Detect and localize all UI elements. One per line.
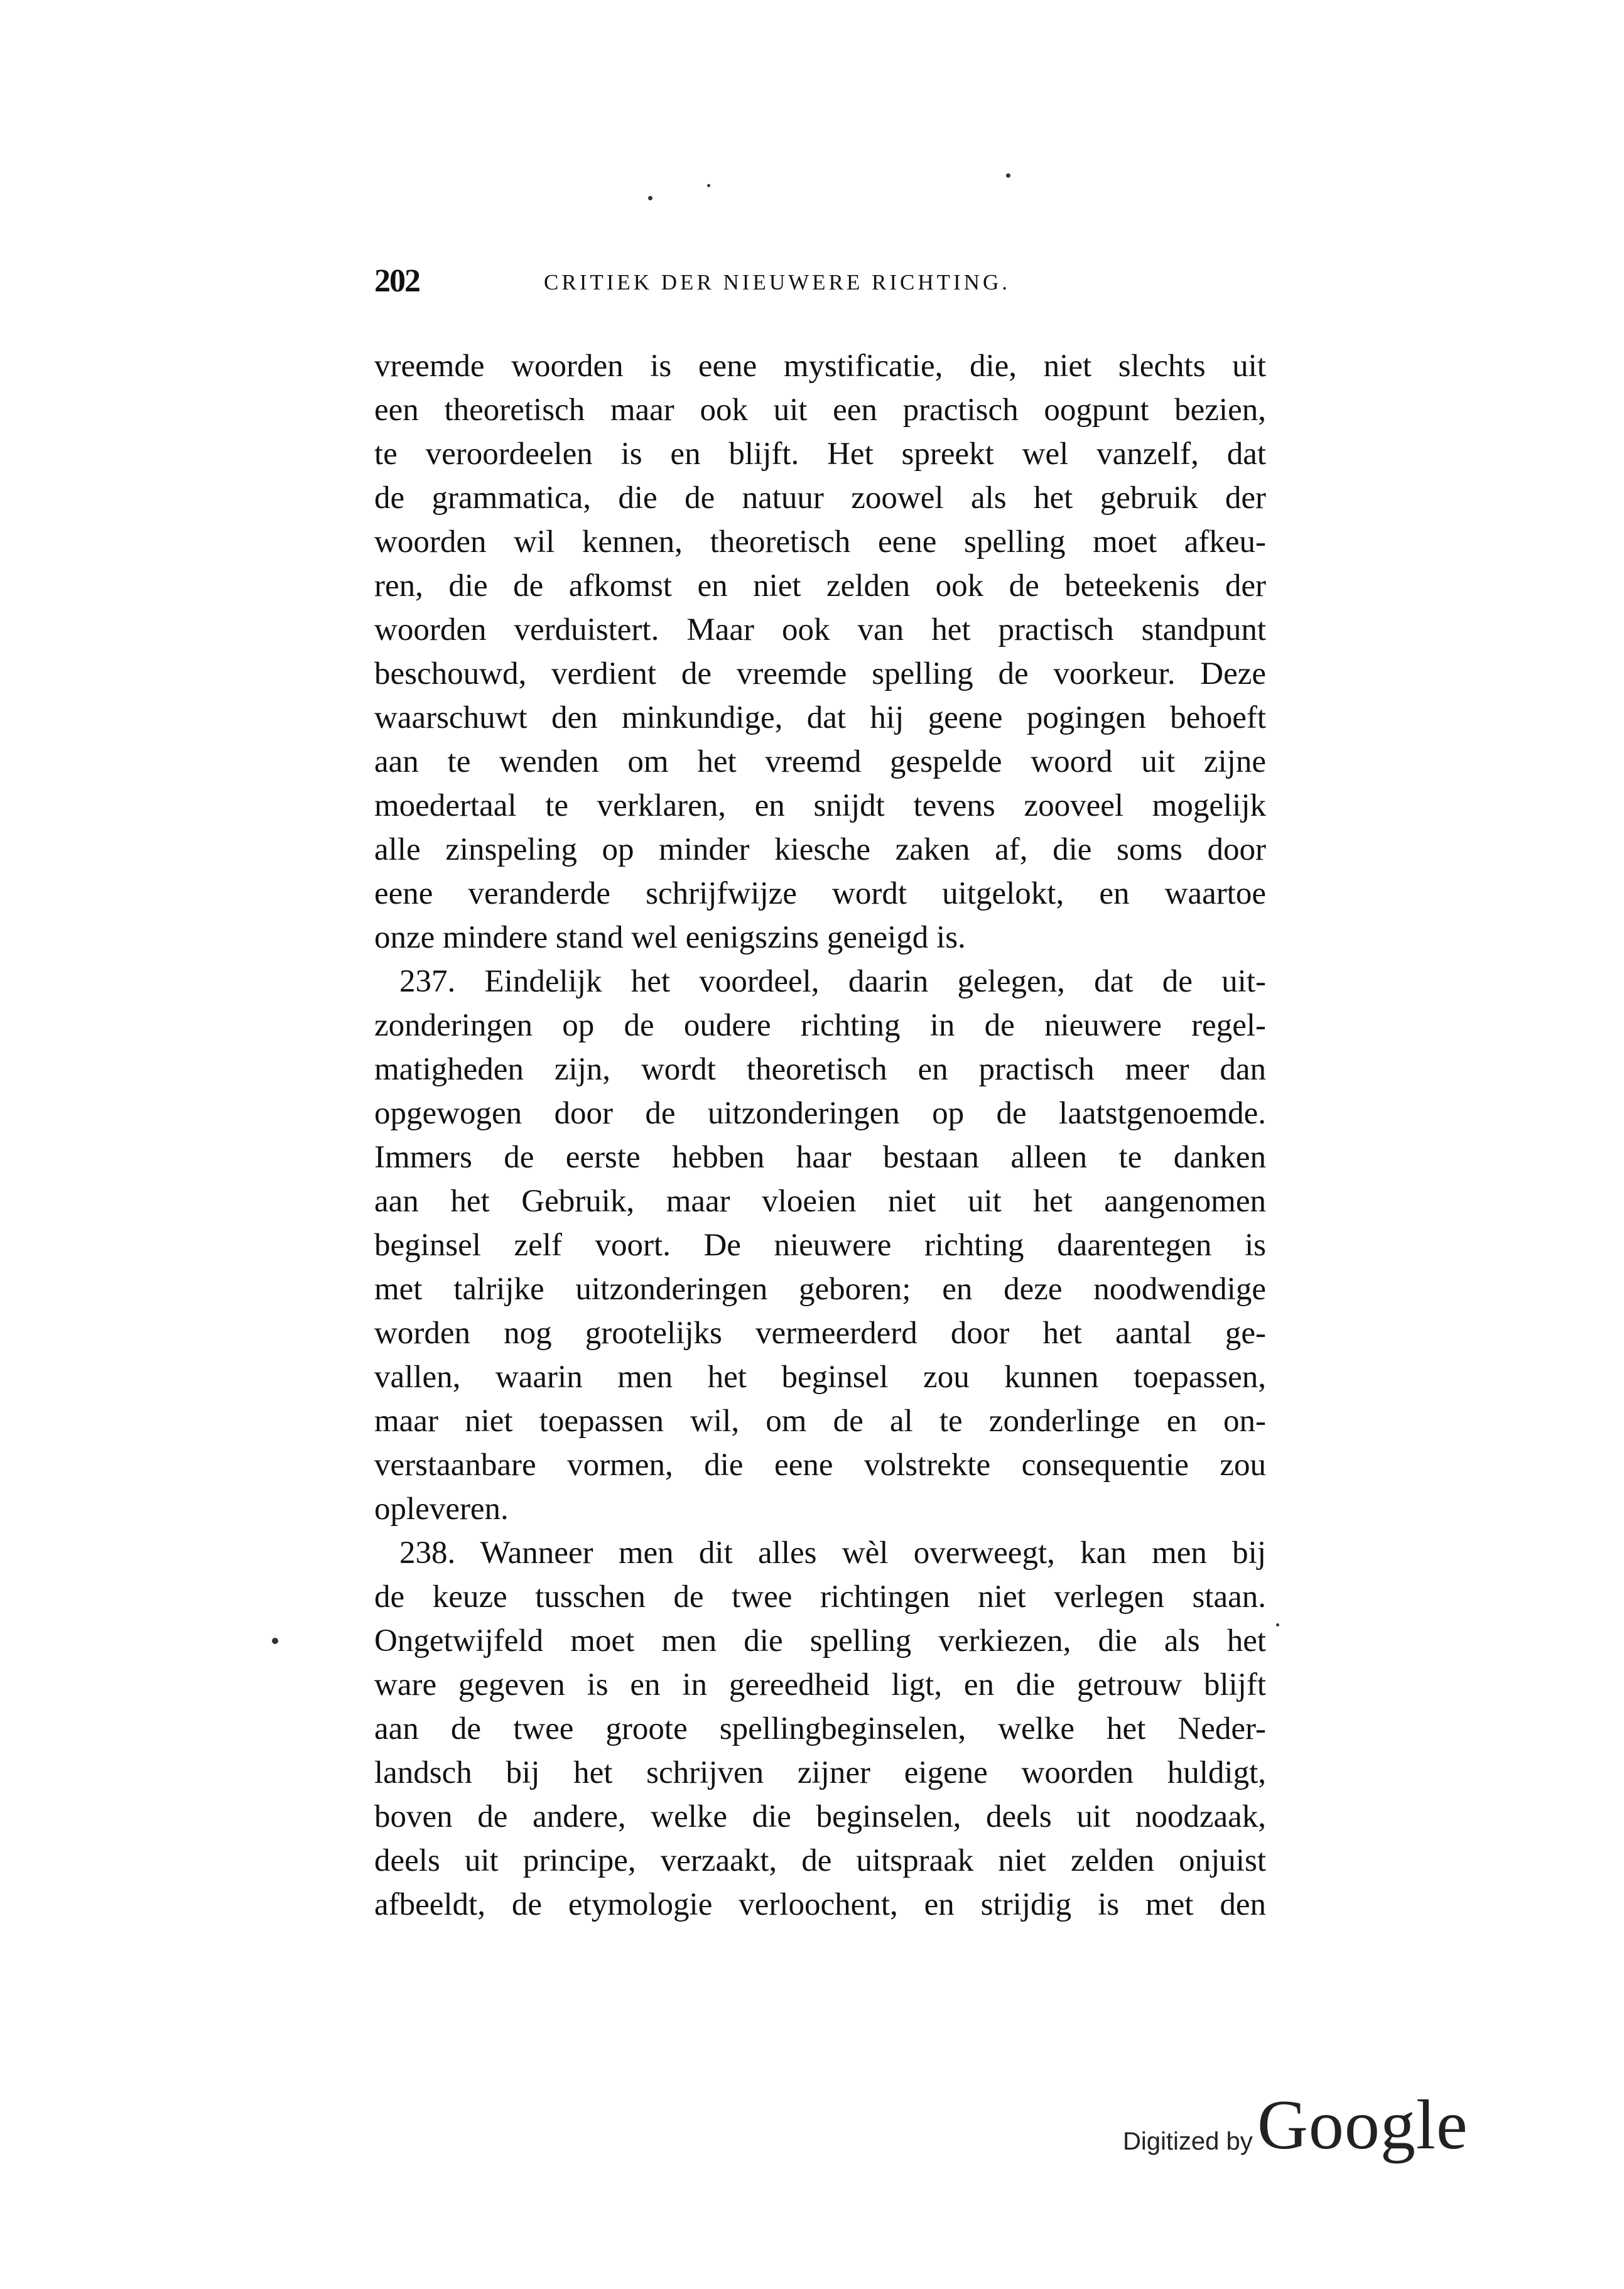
text-line: maar niet toepassen wil, om de al te zonderlinge en on- — [374, 1404, 1266, 1439]
text-line: beschouwd, verdient de vreemde spelling de voorkeur. Deze — [374, 656, 1266, 691]
body-text — [374, 344, 1266, 1927]
running-head — [374, 262, 1266, 306]
text-line: aan te wenden om het vreemd gespelde woord uit zijne — [374, 744, 1266, 779]
text-line: woorden verduistert. Maar ook van het practisch standpunt — [374, 612, 1266, 647]
scan-speck — [707, 184, 710, 187]
text-line: afbeeldt, de etymologie verloochent, en strijdig is met den — [374, 1887, 1266, 1922]
text-line: alle zinspeling op minder kiesche zaken af, die soms door — [374, 832, 1266, 867]
text-line: eene veranderde schrijfwijze wordt uitgelokt, en waartoe — [374, 876, 1266, 911]
text-line: Ongetwijfeld moet men die spelling verkiezen, die als het — [374, 1623, 1266, 1659]
google-logo: Google — [1257, 2086, 1468, 2164]
text-line: opleveren. — [374, 1491, 509, 1527]
scan-speck — [1006, 173, 1010, 178]
text-line: Immers de eerste hebben haar bestaan alleen te danken — [374, 1140, 1266, 1175]
paragraph-start-line: 237. Eindelijk het voordeel, daarin gelegen, dat de uit- — [399, 964, 1266, 999]
text-line: de grammatica, die de natuur zoowel als het gebruik der — [374, 480, 1266, 516]
digitized-by-google-watermark — [1123, 2085, 1475, 2173]
text-line: ware gegeven is en in gereedheid ligt, en die getrouw blijft — [374, 1667, 1266, 1702]
text-line: woorden wil kennen, theoretisch eene spelling moet afkeu- — [374, 524, 1266, 560]
running-title: CRITIEK DER NIEUWERE RICHTING. — [544, 270, 1010, 295]
text-line: een theoretisch maar ook uit een practisch oogpunt bezien, — [374, 392, 1266, 428]
text-line: beginsel zelf voort. De nieuwere richting daarentegen is — [374, 1228, 1266, 1263]
text-line: aan de twee groote spellingbeginselen, welke het Neder- — [374, 1711, 1266, 1746]
page-number: 202 — [374, 263, 420, 299]
text-line: vreemde woorden is eene mystificatie, die, niet slechts uit — [374, 349, 1266, 384]
text-line: moedertaal te verklaren, en snijdt tevens zooveel mogelijk — [374, 788, 1266, 823]
text-line: met talrijke uitzonderingen geboren; en deze noodwendige — [374, 1272, 1266, 1307]
paragraph-start-line: 238. Wanneer men dit alles wèl overweegt, kan men bij — [399, 1535, 1266, 1571]
scan-speck — [272, 1638, 278, 1644]
text-line: deels uit principe, verzaakt, de uitspraak niet zelden onjuist — [374, 1843, 1266, 1878]
digitized-label: Digitized by — [1123, 2128, 1253, 2155]
text-line: ren, die de afkomst en niet zelden ook de beteekenis der — [374, 568, 1266, 603]
scan-speck — [648, 196, 652, 200]
text-line: de keuze tusschen de twee richtingen niet verlegen staan. — [374, 1579, 1266, 1615]
text-line: aan het Gebruik, maar vloeien niet uit het aangenomen — [374, 1184, 1266, 1219]
text-line: opgewogen door de uitzonderingen op de laatstgenoemde. — [374, 1096, 1266, 1131]
text-line: verstaanbare vormen, die eene volstrekte consequentie zou — [374, 1448, 1266, 1483]
text-line: landsch bij het schrijven zijner eigene woorden huldigt, — [374, 1755, 1266, 1790]
text-line: te veroordeelen is en blijft. Het spreekt wel vanzelf, dat — [374, 436, 1266, 472]
text-line: matigheden zijn, wordt theoretisch en practisch meer dan — [374, 1052, 1266, 1087]
text-line: vallen, waarin men het beginsel zou kunnen toepassen, — [374, 1360, 1266, 1395]
text-line: waarschuwt den minkundige, dat hij geene pogingen behoeft — [374, 700, 1266, 735]
text-line: worden nog grootelijks vermeerderd door het aantal ge- — [374, 1316, 1266, 1351]
text-line: zonderingen op de oudere richting in de nieuwere regel- — [374, 1008, 1266, 1043]
text-line: onze mindere stand wel eenigszins geneigd is. — [374, 920, 966, 955]
text-line: boven de andere, welke die beginselen, deels uit noodzaak, — [374, 1799, 1266, 1834]
scan-speck — [1276, 1623, 1279, 1626]
